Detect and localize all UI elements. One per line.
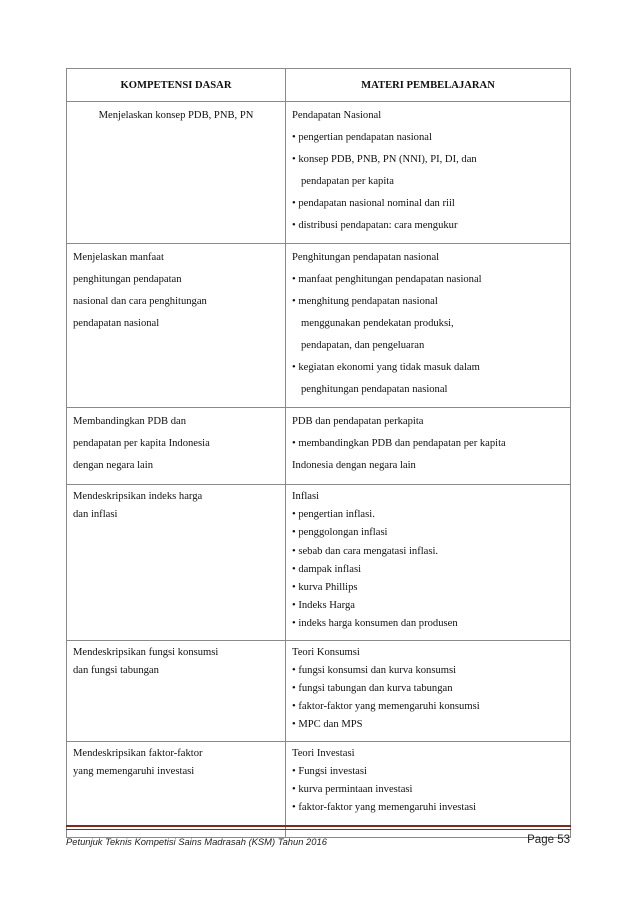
cell-line: Teori Investasi — [292, 747, 355, 759]
cell-line: penghitungan pendapatan — [73, 274, 182, 285]
cell-line: dan fungsi tabungan — [73, 664, 159, 676]
cell-line: penghitungan pendapatan nasional — [301, 384, 448, 395]
cell-line: Penghitungan pendapatan nasional — [292, 252, 440, 263]
header-materi-pembelajaran: MATERI PEMBELAJARAN — [286, 69, 571, 102]
kompetensi-cell — [67, 244, 286, 408]
cell-line: • sebab dan cara mengatasi inflasi. — [292, 545, 439, 557]
materi-cell — [286, 741, 571, 837]
cell-line: pendapatan, dan pengeluaran — [301, 340, 425, 351]
cell-line: • distribusi pendapatan: cara mengukur — [292, 220, 458, 231]
kompetensi-cell — [67, 485, 286, 641]
table-header-row — [67, 69, 571, 102]
footer-document-title: Petunjuk Teknis Kompetisi Sains Madrasah (KSM) Tahun 2016 — [66, 836, 327, 847]
cell-line: Indonesia dengan negara lain — [292, 460, 416, 471]
cell-line: dan inflasi — [73, 509, 118, 521]
table-row — [67, 485, 571, 641]
cell-line: Mendeskripsikan fungsi konsumsi — [73, 646, 219, 658]
cell-line: • kurva permintaan investasi — [292, 784, 413, 796]
cell-line: pendapatan per kapita — [301, 176, 394, 187]
cell-line: • pendapatan nasional nominal dan riil — [292, 198, 455, 209]
footer-divider-thin — [66, 829, 571, 830]
materi-cell — [286, 485, 571, 641]
materi-cell — [286, 244, 571, 408]
cell-line: • Indeks Harga — [292, 600, 355, 612]
cell-line: • MPC dan MPS — [292, 719, 363, 731]
cell-line: • dampak inflasi — [292, 563, 362, 575]
materi-cell — [286, 640, 571, 741]
cell-line: Mendeskripsikan faktor-faktor — [73, 747, 203, 759]
header-kompetensi-dasar: KOMPETENSI DASAR — [67, 69, 286, 102]
cell-line: • pengertian pendapatan nasional — [292, 132, 432, 143]
cell-line: Menjelaskan manfaat — [73, 252, 164, 263]
kompetensi-cell — [67, 408, 286, 485]
table-row — [67, 741, 571, 837]
cell-line: • kurva Phillips — [292, 582, 358, 594]
cell-line: • penggolongan inflasi — [292, 527, 388, 539]
kompetensi-cell — [67, 741, 286, 837]
cell-line: • manfaat penghitungan pendapatan nasional — [292, 274, 482, 285]
cell-line: • Fungsi investasi — [292, 765, 367, 777]
table-row — [67, 244, 571, 408]
materi-cell — [286, 102, 571, 244]
cell-line: pendapatan nasional — [73, 318, 160, 329]
cell-line: • menghitung pendapatan nasional — [292, 296, 438, 307]
footer-page-number: Page 53 — [527, 834, 570, 846]
kompetensi-cell — [67, 102, 286, 244]
cell-line: • pengertian inflasi. — [292, 509, 375, 521]
cell-line: • fungsi tabungan dan kurva tabungan — [292, 683, 453, 695]
cell-line: Inflasi — [292, 491, 320, 502]
cell-line: yang memengaruhi investasi — [73, 765, 195, 777]
competency-table — [66, 68, 571, 838]
materi-cell — [286, 408, 571, 485]
kompetensi-cell — [67, 640, 286, 741]
cell-line: Mendeskripsikan indeks harga — [73, 491, 203, 502]
cell-line: Pendapatan Nasional — [292, 110, 382, 121]
cell-line: nasional dan cara penghitungan — [73, 296, 207, 307]
cell-line: menggunakan pendekatan produksi, — [301, 318, 454, 329]
cell-line: • kegiatan ekonomi yang tidak masuk dalam — [292, 362, 480, 373]
table-row — [67, 640, 571, 741]
table-row — [67, 408, 571, 485]
cell-line: • indeks harga konsumen dan produsen — [292, 618, 458, 630]
cell-line: • faktor-faktor yang memengaruhi investasi — [292, 802, 477, 814]
cell-line: pendapatan per kapita Indonesia — [73, 438, 210, 449]
cell-line: Menjelaskan konsep PDB, PNB, PN — [98, 110, 254, 121]
footer-divider — [66, 825, 571, 827]
cell-line: • konsep PDB, PNB, PN (NNI), PI, DI, dan — [292, 154, 477, 165]
cell-line: • faktor-faktor yang memengaruhi konsumsi — [292, 701, 480, 713]
cell-line: Teori Konsumsi — [292, 646, 360, 658]
cell-line: PDB dan pendapatan perkapita — [292, 416, 424, 427]
cell-line: dengan negara lain — [73, 460, 154, 471]
cell-line: • membandingkan PDB dan pendapatan per kapita — [292, 438, 506, 449]
cell-line: • fungsi konsumsi dan kurva konsumsi — [292, 664, 457, 676]
cell-line: Membandingkan PDB dan — [73, 416, 186, 427]
table-row — [67, 102, 571, 244]
